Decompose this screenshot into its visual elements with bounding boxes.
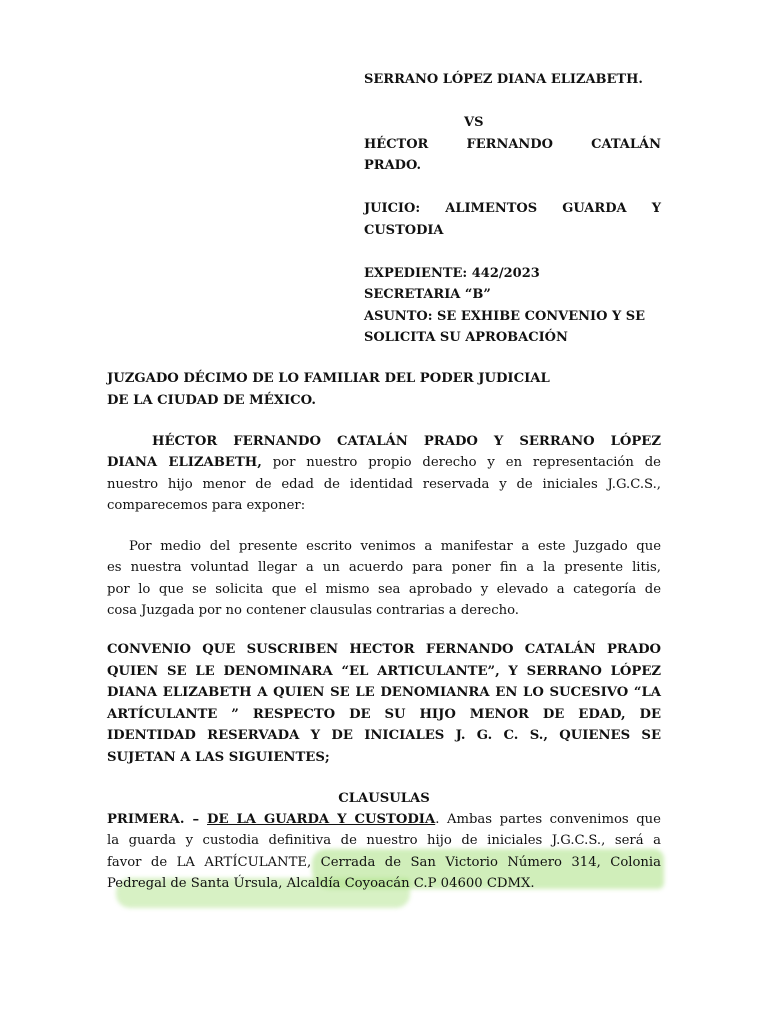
court-heading — [107, 368, 661, 411]
request-line-1: Por medio del presente escrito venimos a manifestar a este Juzgado que — [129, 539, 661, 554]
court-line-2: DE LA CIUDAD DE MÉXICO. — [107, 392, 316, 408]
primera-line-2: la guarda y custodia definitiva de nuestro hijo de iniciales J.G.C.S., será a — [107, 833, 661, 849]
request-line-3: por lo que se solicita que el mismo sea aprobado y elevado a categoría de — [107, 581, 661, 597]
convenio-line-1: CONVENIO QUE SUSCRIBEN HECTOR FERNANDO CATALÁN PRADO — [107, 642, 661, 657]
asunto-line-2: SOLICITA SU APROBACIÓN — [364, 330, 568, 345]
intro-paragraph — [107, 431, 661, 516]
intro-names-line: HÉCTOR FERNANDO CATALÁN PRADO Y SERRANO LÓPEZ — [152, 434, 661, 449]
defendant-line-2: PRADO. — [364, 158, 422, 173]
primera-line-4: Pedregal de Santa Úrsula, Alcaldía Coyoacán C.P 04600 CDMX. — [107, 875, 535, 891]
primera-title: DE LA GUARDA Y CUSTODIA — [207, 812, 436, 827]
primera-line-3: favor de LA ARTÍCULANTE, Cerrada de San Victorio Número 314, Colonia — [107, 854, 661, 870]
court-line-1: JUZGADO DÉCIMO DE LO FAMILIAR DEL PODER JUDICIAL — [107, 371, 550, 386]
intro-line-3: nuestro hijo menor de edad de identidad reservada y de iniciales J.G.C.S., — [107, 476, 661, 492]
convenio-line-4: ARTÍCULANTE ” RESPECTO DE SU HIJO MENOR DE EDAD, DE — [107, 706, 661, 722]
request-paragraph — [107, 536, 661, 621]
convenio-paragraph — [107, 639, 661, 768]
primera-line-1: PRIMERA. – DE LA GUARDA Y CUSTODIA. Ambas partes convenimos que — [107, 812, 661, 827]
versus-label: VS — [464, 115, 484, 130]
intro-line-4: comparecemos para exponer: — [107, 497, 306, 513]
defendant-line-1: HÉCTOR FERNANDO CATALÁN — [364, 136, 661, 152]
convenio-line-2: QUIEN SE LE DENOMINARA “EL ARTICULANTE”, Y SERRANO LÓPEZ — [107, 663, 661, 679]
convenio-line-5: IDENTIDAD RESERVADA Y DE INICIALES J. G. C. S., QUIENES SE — [107, 728, 661, 743]
secretaria: SECRETARIA “B” — [364, 287, 491, 302]
expediente: EXPEDIENTE: 442/2023 — [364, 265, 540, 281]
case-caption — [364, 69, 661, 349]
juicio-line-1: JUICIO: ALIMENTOS GUARDA Y — [364, 201, 661, 216]
convenio-line-3: DIANA ELIZABETH A QUIEN SE LE DENOMIANRA EN LO SUCESIVO “LA — [107, 685, 661, 700]
convenio-line-6: SUJETAN A LAS SIGUIENTES; — [107, 749, 330, 765]
asunto-line-1: ASUNTO: SE EXHIBE CONVENIO Y SE — [364, 308, 646, 324]
clausula-primera — [107, 809, 661, 894]
actor-name: SERRANO LÓPEZ DIANA ELIZABETH. — [364, 72, 643, 87]
request-line-4: cosa Juzgada por no contener clausulas contrarias a derecho. — [107, 602, 519, 618]
request-line-2: es nuestra voluntad llegar a un acuerdo para poner fin a la presente litis, — [107, 560, 661, 576]
intro-line-2: DIANA ELIZABETH, por nuestro propio derecho y en representación de — [107, 455, 661, 471]
clausulas-heading: CLAUSULAS — [338, 791, 430, 806]
juicio-line-2: CUSTODIA — [364, 222, 444, 238]
